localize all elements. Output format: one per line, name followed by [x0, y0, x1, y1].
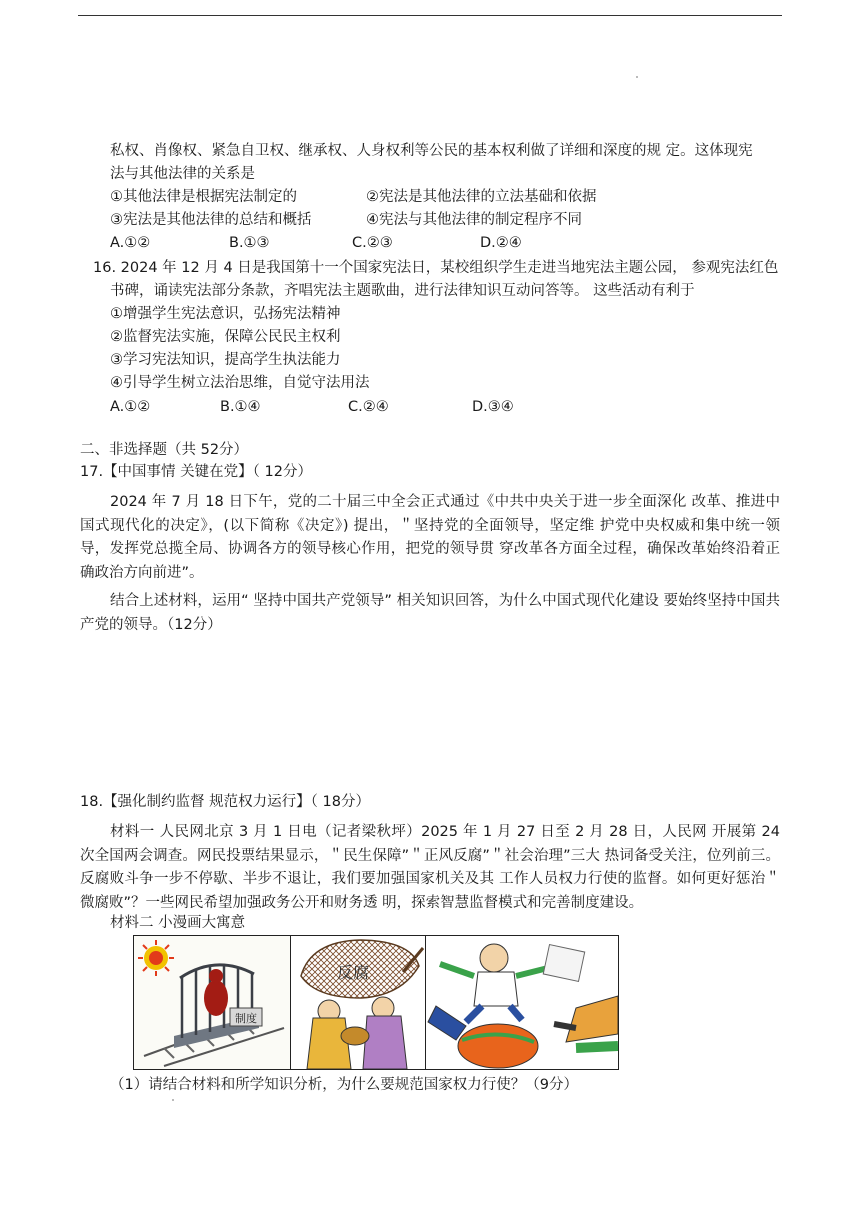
cartoon-strip [133, 935, 619, 1070]
q16-statement-2: ②监督宪法实施，保障公民民主权利 [110, 329, 341, 345]
cartoon-cage-of-regulation [134, 936, 291, 1069]
q15-statement-1: ①其他法律是根据宪法制定的 [110, 189, 297, 205]
q15-stem-line2: 法与其他法律的关系是 [110, 166, 255, 182]
q16-option-a: A.①② [110, 399, 151, 415]
q18-title: 18.【强化制约监督 规范权力运行】（ 18分） [80, 794, 370, 810]
scan-speck [172, 1099, 174, 1101]
q17-material: 2024 年 7 月 18 日下午，党的二十届三中全会正式通过《中共中央关于进一步全面深化 改革、推进中国式现代化的决定》，(以下简称《决定》) 提出，＂坚持党的全面领导，坚定维 护党中央权威和集中统一领导，发挥党总揽全局、协调各方的领导核心作用，把党的领导贯 穿改革各方面全过程，确保改革始终沿着正确政治方向前进”。 [80, 494, 780, 581]
q15-statement-3: ③宪法是其他法律的总结和概括 [110, 212, 312, 228]
q18-material1: 材料一 人民网北京 3 月 1 日电（记者梁秋坪）2025 年 1 月 27 日至 2 月 28 日，人民网 开展第 24 次全国两会调查。网民投票结果显示，＂民生保障”＂正风反腐”＂社会治理”三大 热词备受关注，位列前三。反腐败斗争一步不停歇、半步不退让，我们要加强国家机关及其 工作人员权力行使的监督。如何更好惩治＂微腐败”？一些网民希望加强政务公开和财务透 明，探索智慧监督模式和完善制度建设。 [80, 824, 780, 911]
q18-subquestion-1: （1）请结合材料和所学知识分析，为什么要规范国家权力行使？（9分） [110, 1077, 578, 1093]
cartoon-anticorruption-net [291, 936, 426, 1069]
cartoon2-caption: 反腐 [336, 963, 370, 982]
q15-statement-4: ④宪法与其他法律的制定程序不同 [366, 212, 582, 228]
q16-statement-1: ①增强学生宪法意识，弘扬宪法精神 [110, 306, 341, 322]
q18-material2-label: 材料二 小漫画大寓意 [110, 915, 246, 931]
header-rule [78, 15, 782, 16]
q16-option-b: B.①④ [220, 399, 261, 415]
q16-option-c: C.②④ [348, 399, 389, 415]
q15-stem-line1: 私权、肖像权、紧急自卫权、继承权、人身权利等公民的基本权利做了详细和深度的规 定。这体现宪 [110, 143, 753, 159]
scan-speck [636, 76, 638, 78]
cartoon1-caption: 制度 [235, 1012, 257, 1025]
q15-statement-2: ②宪法是其他法律的立法基础和依据 [366, 189, 597, 205]
q16-statement-4: ④引导学生树立法治思维，自觉守法用法 [110, 375, 370, 391]
q17-question: 结合上述材料，运用“ 坚持中国共产党领导” 相关知识回答，为什么中国式现代化建设 要始终坚持中国共产党的领导。（12分） [80, 593, 780, 633]
section2-heading: 二、非选择题（共 52分） [80, 442, 249, 458]
q17-title: 17.【中国事情 关键在党】（ 12分） [80, 464, 312, 480]
q15-option-a: A.①② [110, 235, 151, 251]
q15-option-d: D.②④ [480, 235, 522, 251]
q15-option-c: C.②③ [352, 235, 393, 251]
q16-statement-3: ③学习宪法知识，提高学生执法能力 [110, 352, 341, 368]
q16-stem-line1: 16. 2024 年 12 月 4 日是我国第十一个国家宪法日，某校组织学生走进当地宪法主题公园， 参观宪法红色 [93, 260, 779, 276]
q15-option-b: B.①③ [229, 235, 270, 251]
cartoon-kicked-ball [426, 936, 618, 1069]
q16-option-d: D.③④ [472, 399, 514, 415]
q16-stem-line2: 书碑，诵读宪法部分条款，齐唱宪法主题歌曲，进行法律知识互动问答等。 这些活动有利于 [110, 283, 695, 299]
